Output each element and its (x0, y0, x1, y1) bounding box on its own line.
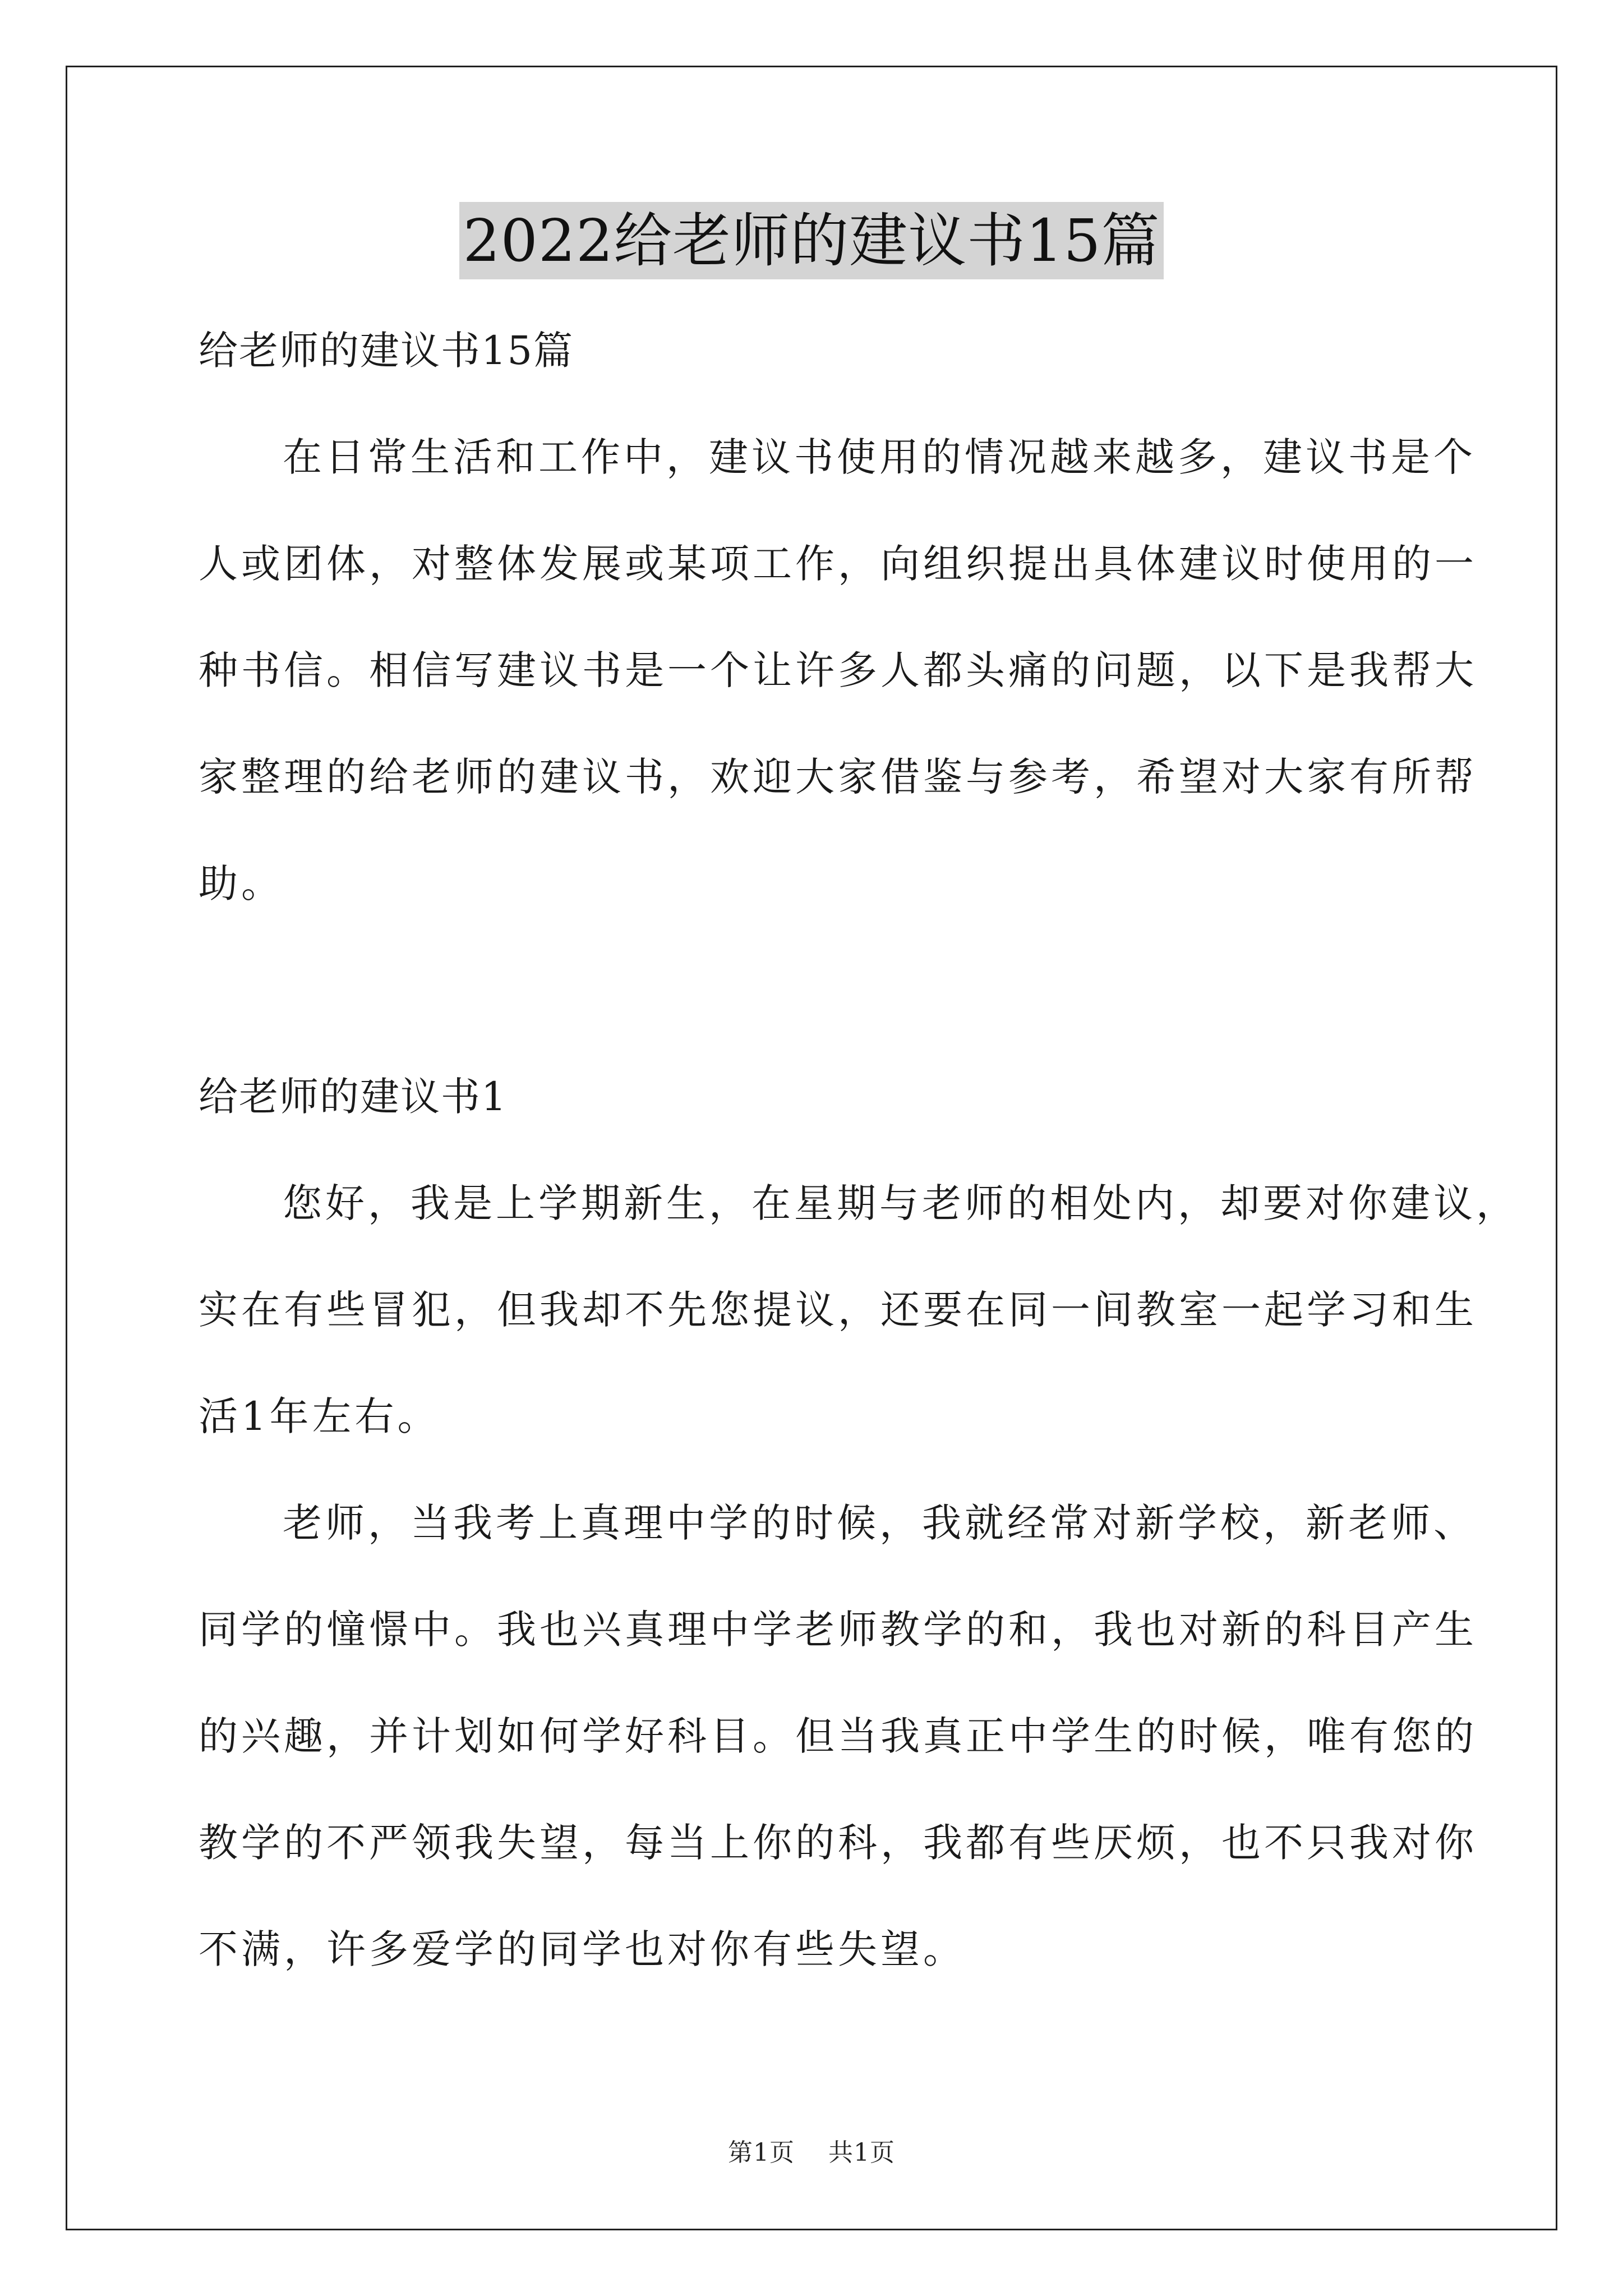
paragraph-line: 教学的不严领我失望，每当上你的科，我都有些厌烦，也不只我对你 (199, 1820, 1477, 1866)
document-subtitle: 给老师的建议书15篇 (199, 328, 574, 374)
title-area (0, 202, 1623, 279)
section-heading: 给老师的建议书1 (199, 1074, 508, 1120)
paragraph-line: 不满，许多爱学的同学也对你有些失望。 (199, 1926, 966, 1972)
page-number-current: 第1页 (728, 2138, 795, 2167)
intro-line: 人或团体，对整体发展或某项工作，向组织提出具体建议时使用的一 (199, 541, 1477, 587)
paragraph-line: 老师，当我考上真理中学的时候，我就经常对新学校，新老师、 (283, 1500, 1476, 1546)
document-title: 2022给老师的建议书15篇 (459, 202, 1163, 279)
paragraph-line: 的兴趣，并计划如何学好科目。但当我真正中学生的时候，唯有您的 (199, 1713, 1477, 1759)
paragraph-spacer (199, 937, 1432, 1043)
page-footer (0, 2136, 1623, 2170)
page-number-total: 共1页 (828, 2138, 895, 2167)
intro-line: 种书信。相信写建议书是一个让许多人都头痛的问题，以下是我帮大 (199, 647, 1477, 693)
intro-line: 在日常生活和工作中，建议书使用的情况越来越多，建议书是个 (283, 434, 1476, 480)
paragraph-line: 实在有些冒犯，但我却不先您提议，还要在同一间教室一起学习和生 (199, 1287, 1477, 1333)
paragraph-line: 活1年左右。 (199, 1393, 440, 1439)
intro-line: 家整理的给老师的建议书，欢迎大家借鉴与参考，希望对大家有所帮 (199, 754, 1477, 800)
document-body (199, 297, 1519, 2003)
intro-line: 助。 (199, 861, 284, 907)
paragraph-line: 同学的憧憬中。我也兴真理中学老师教学的和，我也对新的科目产生 (199, 1607, 1477, 1653)
paragraph-line: 您好，我是上学期新生，在星期与老师的相处内，却要对你建议， (283, 1180, 1519, 1226)
